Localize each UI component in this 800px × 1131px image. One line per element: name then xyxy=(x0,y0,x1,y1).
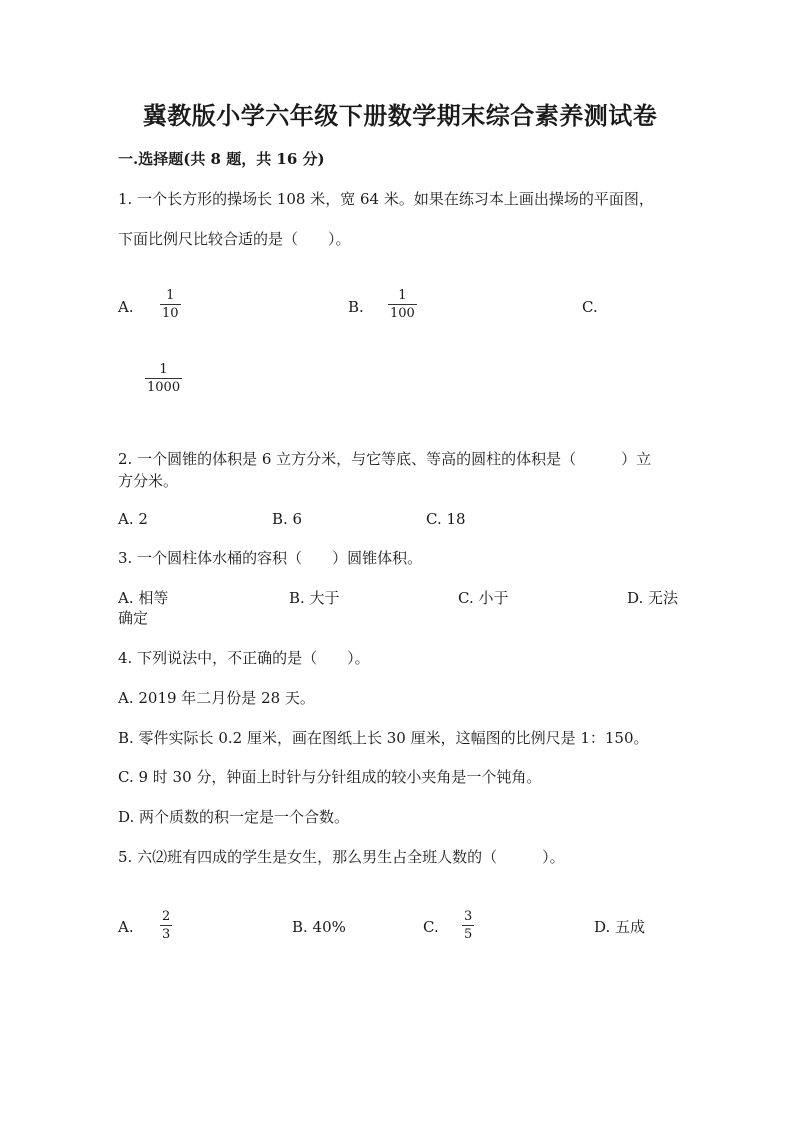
q3-option-c: C. 小于 xyxy=(458,589,509,607)
fraction-numerator: 2 xyxy=(162,909,171,924)
q5-option-b: B. 40% xyxy=(292,918,346,936)
fraction-denominator: 1000 xyxy=(147,380,181,395)
section-heading: 一.选择题(共 8 题，共 16 分) xyxy=(118,150,325,168)
q4-option-d: D. 两个质数的积一定是一个合数。 xyxy=(118,808,350,826)
q1-option-a-fraction xyxy=(160,288,181,321)
q5-option-a-label: A. xyxy=(118,918,134,936)
fraction-numerator: 1 xyxy=(159,362,168,377)
exam-title: 冀教版小学六年级下册数学期末综合素养测试卷 xyxy=(142,101,658,130)
q3-option-b: B. 大于 xyxy=(289,589,340,607)
fraction-numerator: 1 xyxy=(398,288,407,303)
q1-option-a-label: A. xyxy=(118,298,134,316)
fraction-denominator: 5 xyxy=(464,927,473,942)
q5-option-c-label: C. xyxy=(423,918,439,936)
fraction-denominator: 3 xyxy=(162,927,171,942)
q5-option-c-fraction xyxy=(462,909,474,942)
question-5-line-1: 5. 六⑵班有四成的学生是女生，那么男生占全班人数的（ ）。 xyxy=(118,848,565,866)
question-2-line-2: 方分米。 xyxy=(118,472,179,490)
fraction-bar xyxy=(462,925,474,926)
fraction-bar xyxy=(160,304,181,305)
q5-option-d: D. 五成 xyxy=(594,918,646,936)
q2-option-c: C. 18 xyxy=(426,510,466,528)
q2-option-b: B. 6 xyxy=(272,510,303,528)
fraction-denominator: 10 xyxy=(162,306,179,321)
q2-option-a: A. 2 xyxy=(118,510,148,528)
q4-option-c: C. 9 时 30 分，钟面上时针与分针组成的较小夹角是一个钝角。 xyxy=(118,768,542,786)
question-4-line-1: 4. 下列说法中，不正确的是（ ）。 xyxy=(118,649,370,667)
question-1-line-1: 1. 一个长方形的操场长 108 米，宽 64 米。如果在练习本上画出操场的平面图， xyxy=(118,190,654,208)
q3-option-d: D. 无法 xyxy=(627,589,679,607)
question-2-line-1: 2. 一个圆锥的体积是 6 立方分米，与它等底、等高的圆柱的体积是（ ）立 xyxy=(118,450,652,468)
fraction-bar xyxy=(160,925,172,926)
q1-option-c-label: C. xyxy=(582,298,598,316)
q3-option-d-continued: 确定 xyxy=(118,609,149,627)
question-3-line-1: 3. 一个圆柱体水桶的容积（ ）圆锥体积。 xyxy=(118,549,423,567)
q3-option-a: A. 相等 xyxy=(118,589,169,607)
q5-option-a-fraction xyxy=(160,909,172,942)
q4-option-b: B. 零件实际长 0.2 厘米，画在图纸上长 30 厘米，这幅图的比例尺是 1：150。 xyxy=(118,729,649,747)
fraction-bar xyxy=(388,304,417,305)
question-1-line-2: 下面比例尺比较合适的是（ ）。 xyxy=(118,230,351,248)
fraction-numerator: 1 xyxy=(166,288,175,303)
q1-option-b-fraction xyxy=(388,288,417,321)
q1-option-c-fraction xyxy=(145,362,182,395)
fraction-numerator: 3 xyxy=(464,909,473,924)
q4-option-a: A. 2019 年二月份是 28 天。 xyxy=(118,689,315,707)
fraction-bar xyxy=(145,378,182,379)
fraction-denominator: 100 xyxy=(390,306,415,321)
q1-option-b-label: B. xyxy=(348,298,364,316)
